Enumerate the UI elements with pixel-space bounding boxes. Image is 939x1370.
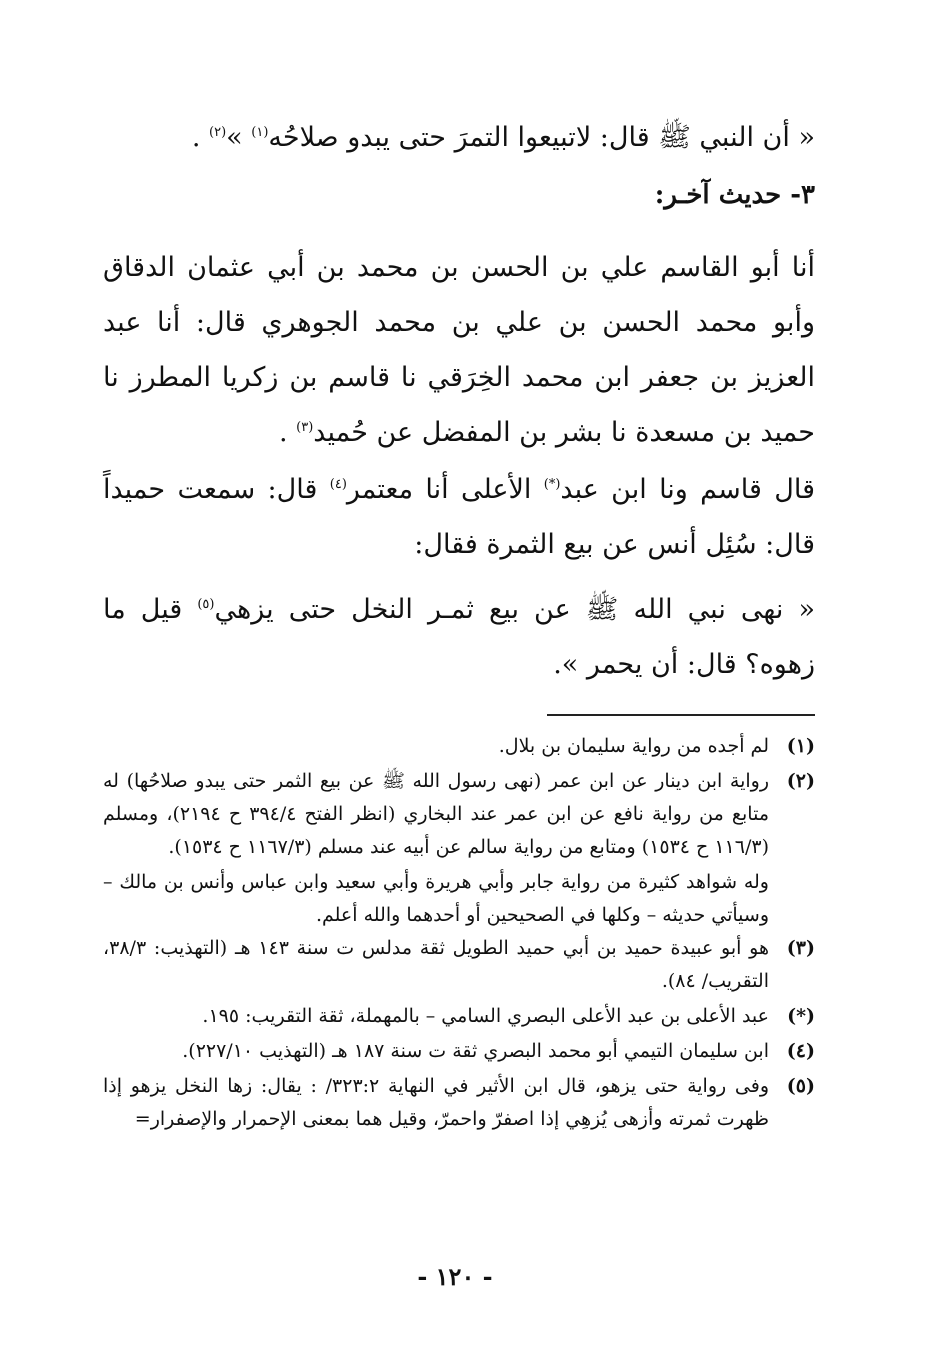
footnote-number: (*): [787, 1005, 815, 1027]
hadith-text: أن النبي ﷺ قال: لاتبيعوا التمرَ حتى يبدو صلاحُه: [268, 122, 790, 153]
isnad-text: أنا أبو القاسم علي بن الحسن بن محمد بن أبي عثمان الدقاق وأبو محمد الحسن بن علي بن محمد الجوهري قال: أنا عبد العزيز بن جعفر ابن محمد الخِرَقي نا قاسم بن زكريا المطرز نا حميد بن مسعدة نا بشر بن المفضل عن حُميد: [103, 252, 815, 448]
footnote-text: رواية ابن دينار عن ابن عمر (نهى رسول الله ﷺ عن بيع الثمر حتى يبدو صلاحُها) له متابع من رواية نافع عن ابن عمر عند البخاري (انظر الفتح ٣٩٤/٤ ح ٢١٩٤)، ومسلم (١١٦/٣ ح ١٥٣٤) ومتابع من رواية سالم عن أبيه عند مسلم (١١٦٧/٣ ح ١٥٣٤).: [103, 770, 770, 858]
footnote-number: (٣): [786, 937, 815, 959]
footnote-divider: [547, 714, 815, 716]
hadith-part-1: نهى نبي الله ﷺ عن بيع ثمـر النخل حتى يزهي: [214, 594, 784, 625]
book-page: [95, 0, 815, 1370]
footnote-ref-5: (٥): [197, 597, 215, 612]
hadith-line: [192, 118, 815, 158]
footnote-3: [103, 932, 815, 998]
hadith-paragraph: [103, 582, 815, 692]
footnote-1: [103, 730, 815, 763]
footnote-4: [103, 1035, 815, 1068]
narration-part-1: قال قاسم ونا ابن عبد: [560, 474, 815, 505]
narration-part-3: قال: سمعت حميداً قال: سُئِل أنس عن بيع الثمرة فقال:: [103, 474, 815, 560]
footnote-text: وفى رواية حتى يزهو، قال ابن الأثير في النهاية ٣٢٣:٢/ : يقال: زها النخل يزهو إذا ظهرت ثمرته وأزهى يُزهِي إذا اصفرّ واحمرّ، وقيل هما بمعنى الإحمرار والإصفرار=: [103, 1075, 769, 1130]
footnotes: [103, 730, 815, 1138]
close-quote-mark: ».: [553, 649, 579, 680]
footnote-number: (٥): [786, 1075, 815, 1097]
footnote-ref-1: (١): [251, 125, 269, 140]
footnote-star: [103, 1000, 815, 1033]
footnote-ref-4: (٤): [329, 477, 347, 492]
page-number: - ١٢٠ -: [417, 1262, 493, 1291]
footnote-number: (١): [786, 735, 815, 757]
footnote-ref-3: (٣): [296, 420, 314, 435]
footnote-number: (٤): [786, 1040, 815, 1062]
isnad-paragraph: [103, 240, 815, 460]
footnote-text: لم أجده من رواية سليمان بن بلال.: [498, 735, 769, 757]
footnote-5: [103, 1070, 815, 1136]
close-quote-mark: »: [226, 122, 243, 153]
footnote-number: (٢): [786, 770, 815, 792]
hadith-part-2: قيل ما زهوه؟ قال: أن يحمر: [103, 594, 815, 680]
sentence-end: .: [191, 122, 201, 153]
section-heading: ٣- حديث آخـر:: [654, 180, 815, 210]
footnote-text: عبد الأعلى بن عبد الأعلى البصري السامي – بالمهملة، ثقة التقريب: ١٩٥.: [202, 1005, 769, 1027]
footnote-text: هو أبو عبيدة حميد بن أبي حميد الطويل ثقة مدلس ت سنة ١٤٣ هـ (التهذيب: ٣٨/٣، التقريب/ ٨٤).: [103, 937, 769, 992]
narration-part-2: الأعلى أنا معتمر: [346, 474, 532, 505]
narration-paragraph: [103, 462, 815, 572]
open-quote-mark: «: [798, 594, 815, 625]
footnote-ref-2: (٢): [209, 125, 227, 140]
footnote-text: ابن سليمان التيمي أبو محمد البصري ثقة ت سنة ١٨٧ هـ (التهذيب ٢٢٧/١٠).: [182, 1040, 769, 1062]
footnote-2: [103, 765, 815, 864]
open-quote-mark: «: [798, 122, 815, 153]
footnote-2-continuation: وله شواهد كثيرة من رواية جابر وأبي هريرة وأبي سعيد وابن عباس وأنس بن مالك – وسيأتي حديثه – وكلها في الصحيحين أو أحدهما والله أعلم.: [103, 871, 769, 926]
sentence-end: .: [278, 417, 288, 448]
footnote-ref-star: (*): [543, 477, 561, 492]
